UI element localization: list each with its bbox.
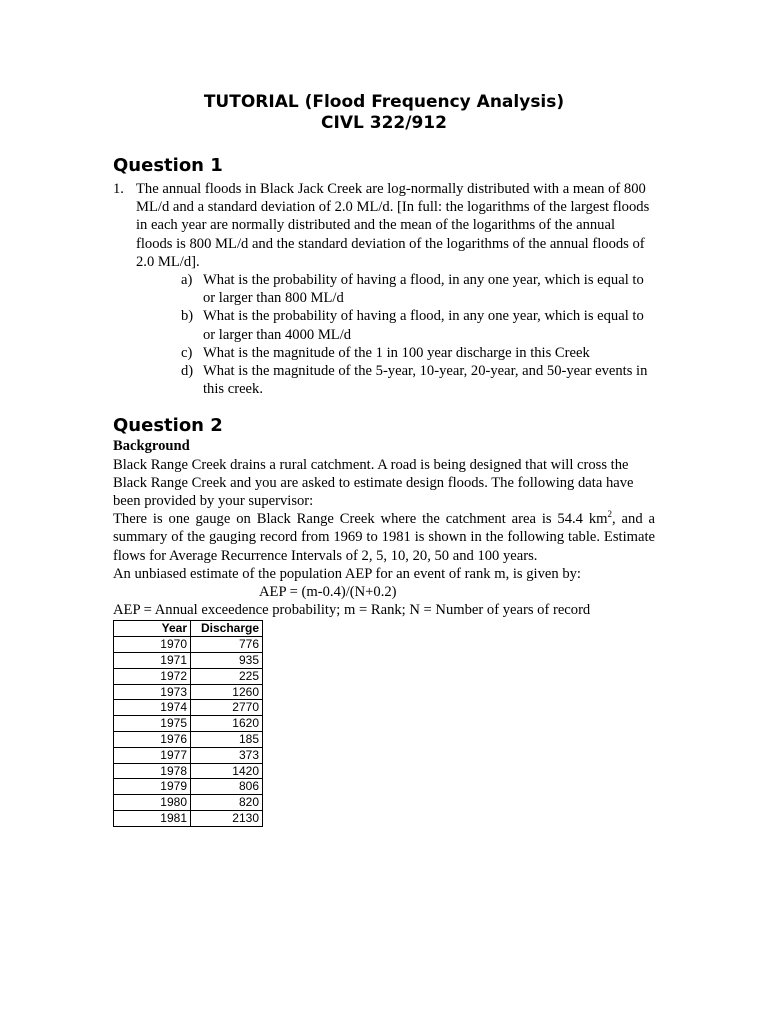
- discharge-cell: 185: [191, 732, 263, 748]
- table-row: [114, 700, 263, 716]
- title-block: [113, 92, 655, 134]
- part-text: What is the probability of having a flood, in any one year, which is equal to or larger than 4000 ML/d: [203, 308, 644, 343]
- table-row: [114, 716, 263, 732]
- discharge-cell: 1420: [191, 763, 263, 779]
- year-cell: 1976: [114, 732, 191, 748]
- year-cell: 1973: [114, 684, 191, 700]
- header-year: Year: [114, 621, 191, 637]
- header-discharge: Discharge: [191, 621, 263, 637]
- question-1-list: [113, 180, 655, 398]
- table-row: [114, 747, 263, 763]
- year-cell: 1975: [114, 716, 191, 732]
- discharge-cell: 225: [191, 668, 263, 684]
- question-1-section: [113, 155, 655, 398]
- item-number: 1.: [113, 181, 124, 197]
- gauge-text: [113, 510, 655, 565]
- year-cell: 1980: [114, 795, 191, 811]
- question-1-heading: Question 1: [113, 155, 223, 176]
- table-row: [114, 732, 263, 748]
- question-1-item: [113, 180, 655, 398]
- year-cell: 1977: [114, 747, 191, 763]
- discharge-cell: 2770: [191, 700, 263, 716]
- discharge-cell: 776: [191, 637, 263, 653]
- discharge-cell: 1620: [191, 716, 263, 732]
- document-page: [113, 92, 655, 827]
- part-text: What is the magnitude of the 1 in 100 year discharge in this Creek: [203, 344, 590, 361]
- definitions-text: AEP = Annual exceedence probability; m = Rank; N = Number of years of record: [113, 602, 591, 619]
- table-row: [114, 811, 263, 827]
- table-row: [114, 684, 263, 700]
- part-b: [181, 307, 655, 343]
- table-row: [114, 653, 263, 669]
- title-line-1: TUTORIAL (Flood Frequency Analysis): [203, 92, 565, 112]
- table-row: [114, 763, 263, 779]
- discharge-cell: 1260: [191, 684, 263, 700]
- year-cell: 1972: [114, 668, 191, 684]
- part-text: What is the magnitude of the 5-year, 10-year, 20-year, and 50-year events in this creek.: [203, 363, 648, 398]
- part-c: [181, 344, 655, 362]
- year-cell: 1971: [114, 653, 191, 669]
- table-row: [114, 779, 263, 795]
- part-text: What is the probability of having a flood, in any one year, which is equal to or larger than 800 ML/d: [203, 272, 644, 307]
- table-header-row: [114, 621, 263, 637]
- discharge-cell: 373: [191, 747, 263, 763]
- part-label: d): [181, 363, 194, 380]
- table-row: [114, 795, 263, 811]
- discharge-cell: 935: [191, 653, 263, 669]
- discharge-table: [113, 620, 263, 826]
- question-1-parts: [136, 271, 655, 398]
- part-a: [181, 271, 655, 307]
- aep-formula: AEP = (m-0.4)/(N+0.2): [259, 584, 397, 601]
- discharge-cell: 820: [191, 795, 263, 811]
- part-d: [181, 362, 655, 398]
- part-label: c): [181, 344, 193, 361]
- year-cell: 1970: [114, 637, 191, 653]
- gauge-text-pre: There is one gauge on Black Range Creek where the catchment area is 54.4 km: [113, 511, 608, 528]
- part-label: b): [181, 308, 194, 325]
- discharge-cell: 806: [191, 779, 263, 795]
- question-2-heading: Question 2: [113, 415, 223, 437]
- year-cell: 1978: [114, 763, 191, 779]
- background-heading: Background: [113, 438, 190, 455]
- gauge-text-post: , and a summary of the gauging record from 1969 to 1981 is shown in the following table. Estimate flows for Average Recurrence Intervals of 2, 5, 10, 20, 50 and 100 years.: [113, 511, 655, 564]
- background-text: Black Range Creek drains a rural catchment. A road is being designed that will cross the Black Range Creek and you are asked to estimate design floods. The following data have been provided by your supervisor:: [113, 456, 634, 510]
- table-row: [114, 637, 263, 653]
- discharge-cell: 2130: [191, 811, 263, 827]
- year-cell: 1979: [114, 779, 191, 795]
- gauge-superscript: 2: [607, 509, 613, 520]
- unbiased-text: An unbiased estimate of the population AEP for an event of rank m, is given by:: [113, 565, 581, 582]
- question-1-intro: The annual floods in Black Jack Creek are log-normally distributed with a mean of 800 ML/d and a standard deviation of 2.0 ML/d. [In full: the logarithms of the largest floods in each year are normally distributed and the mean of the logarithms of the annual floods is 800 ML/d and the standard deviation of the logarithms of the annual floods of 2.0 ML/d].: [136, 181, 650, 270]
- question-2-body: [113, 437, 655, 619]
- part-label: a): [181, 272, 193, 289]
- year-cell: 1974: [114, 700, 191, 716]
- table-row: [114, 668, 263, 684]
- title-line-2: CIVL 322/912: [321, 113, 447, 133]
- year-cell: 1981: [114, 811, 191, 827]
- question-2-section: [113, 415, 655, 826]
